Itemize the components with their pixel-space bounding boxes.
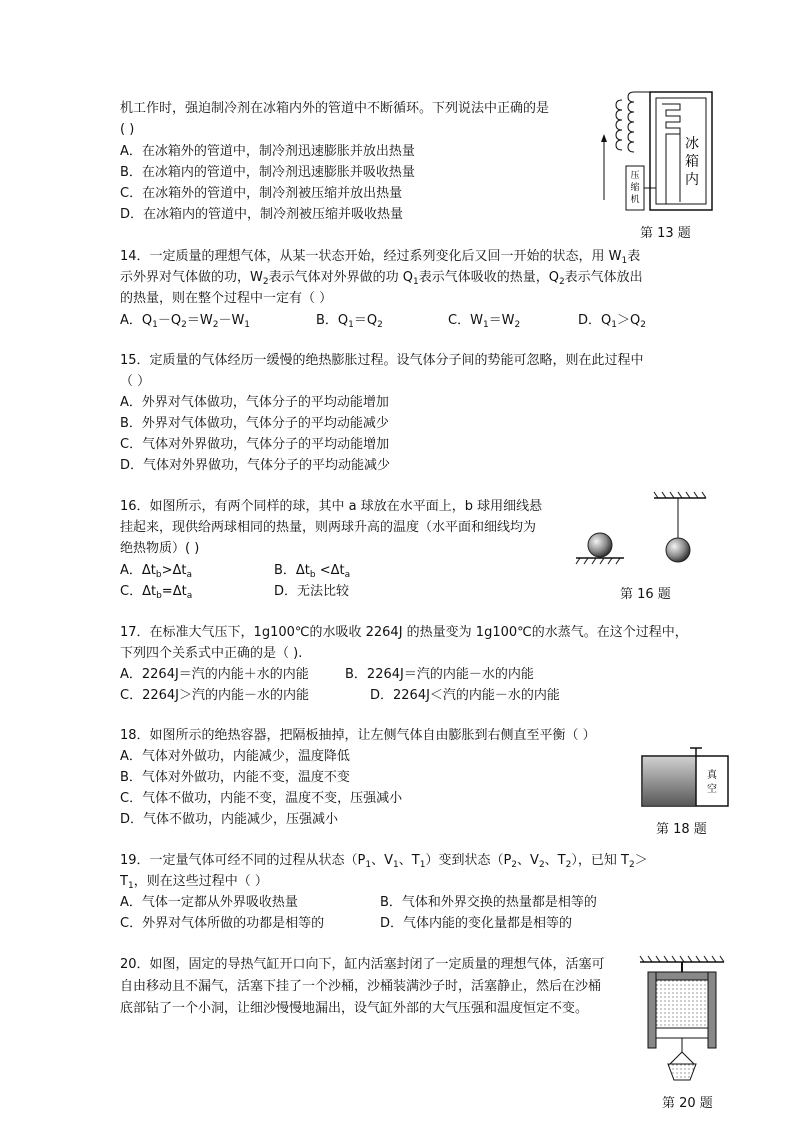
q16-sub: a <box>186 591 193 601</box>
q14-sub: 1 <box>348 320 354 330</box>
q14-stem-line1-text: 14．一定质量的理想气体，从某一状态开始，经过系列变化后又回一开始的状态，用 W <box>120 249 622 264</box>
q19-stem-part: ）变到状态（P <box>425 853 512 868</box>
q14-stem-line1 <box>120 248 640 270</box>
q13-fridge-figure <box>596 90 716 214</box>
q16-stem-line1: 16．如图所示，有两个同样的球，其中 a 球放在水平面上，b 球用细线悬 <box>120 499 543 514</box>
q14-option-c-part: ＝W <box>488 313 515 328</box>
q14-stem-line2-mid: 表示气体对外界做的功 Q <box>268 270 413 285</box>
q13-caption: 第 13 题 <box>640 226 691 241</box>
q20-stem-line3: 底部钻了一个小洞，让细沙慢慢地漏出，设气缸外部的大气压强和温度恒定不变。 <box>120 1001 589 1016</box>
q16-sub: b <box>309 570 316 580</box>
q19-stem-line1: 19．一定量气体可经不同的过程从状态（$P_1$、$V_1$、$T_1$）变到状态（$P_2$、$V_2$、$T_2$），已知 $T_2>$ <box>120 853 648 870</box>
q13-compressor-char-3: 机 <box>630 195 640 205</box>
q17-option-a: A．2264J＝汽的内能＋水的内能 <box>120 667 309 682</box>
q16-option-d: D．无法比较 <box>274 584 350 599</box>
q19-stem-part: 、V <box>517 853 539 868</box>
q14-sub: 1 <box>152 320 158 330</box>
q13-inside-char-1: 冰 <box>685 136 699 152</box>
q13-option-d: D．在冰箱内的管道中，制冷剂被压缩并吸收热量 <box>120 207 404 222</box>
q15-option-a: A．外界对气体做功，气体分子的平均动能增加 <box>120 395 389 410</box>
q19-stem-part: ＞ <box>634 853 648 868</box>
q16-balls-figure <box>574 490 714 570</box>
q16-ball-a <box>588 533 612 557</box>
q19-stem-part: 、V <box>371 853 394 868</box>
q16-stem-line3: 绝热物质）( ) <box>120 541 200 556</box>
q15-option-b: B．外界对气体做功，气体分子的平均动能减少 <box>120 416 389 431</box>
q14-stem-line2-end: 表示气体放出 <box>564 270 643 285</box>
q14-option-a-part: －Q <box>157 313 182 328</box>
q17-stem-line1: 17．在标准大气压下，1g100℃的水吸收 2264J 的热量变为 1g100℃的水蒸气。在这个过程中， <box>120 625 688 640</box>
q16-option-c-part: C．Δt <box>120 584 157 599</box>
q18-container-figure <box>640 744 730 808</box>
q14-option-c <box>448 312 520 334</box>
q18-vacuum-char-1: 真 <box>707 770 717 781</box>
q16-stem-line2: 挂起来，现供给两球相同的热量，则两球升高的温度（水平面和细线均为 <box>120 520 537 535</box>
q15-option-c: C．气体对外界做功，气体分子的平均动能增加 <box>120 437 390 452</box>
q13-option-a: A．在冰箱外的管道中，制冷剂迅速膨胀并放出热量 <box>120 144 415 159</box>
q14-option-b <box>316 312 383 334</box>
q13-compressor-char-1: 压 <box>630 171 640 181</box>
q14-option-a-part: ＝W <box>186 313 213 328</box>
q19-stem-part: 、T <box>544 853 566 868</box>
q14-stem-line2-mid2: 表示气体吸收的热量，Q <box>418 270 559 285</box>
q16-option-c <box>120 583 192 605</box>
q17-stem-line2: 下列四个关系式中正确的是（ ). <box>120 646 303 661</box>
q14-option-c-part: C．W <box>448 313 483 328</box>
q14-stem-line2-text: 示外界对气体做的功，W <box>120 270 263 285</box>
q17-option-d: D．2264J＜汽的内能－水的内能 <box>370 688 560 703</box>
q13-answer-blank: ( ) <box>120 122 135 137</box>
q16-option-b <box>274 562 350 584</box>
q14-sub: 1 <box>482 320 489 330</box>
q14-sub: 2 <box>514 320 521 330</box>
q14-sub: 2 <box>640 320 646 330</box>
q14-option-d-part: ＞Q <box>616 313 641 328</box>
q14-option-b-part: ＝Q <box>353 313 378 328</box>
q20-stem-line1: 20．如图，固定的导热气缸开口向下，缸内活塞封闭了一定质量的理想气体，活塞可 <box>120 957 605 972</box>
q14-sub: 2 <box>212 320 219 330</box>
q14-sub: 1 <box>244 320 251 330</box>
q14-option-d <box>578 312 646 334</box>
q14-sub: 1 <box>621 256 628 266</box>
q18-option-d: D．气体不做功，内能减少，压强减小 <box>120 812 339 827</box>
q16-option-b-part: B．Δt <box>274 563 310 578</box>
q18-vacuum-char-2: 空 <box>707 784 717 795</box>
q14-sub: 2 <box>181 320 187 330</box>
q13-option-c: C．在冰箱外的管道中，制冷剂被压缩并放出热量 <box>120 186 403 201</box>
q18-caption: 第 18 题 <box>656 822 707 837</box>
q19-stem-part: 、T <box>398 853 420 868</box>
q16-sub: b <box>156 591 162 601</box>
q20-sand-bucket <box>668 1064 696 1080</box>
q16-option-a-part: >Δt <box>161 563 187 578</box>
q13-stem-line1: 机工作时，强迫制冷剂在冰箱内外的管道中不断循环。下列说法中正确的是 <box>120 101 550 116</box>
q13-option-b: B．在冰箱内的管道中，制冷剂迅速膨胀并吸收热量 <box>120 165 415 180</box>
q19-option-c: C．外界对气体所做的功都是相等的 <box>120 916 325 931</box>
q20-piston <box>656 1028 708 1038</box>
q19-option-d: D．气体内能的变化量都是相等的 <box>380 916 573 931</box>
q14-option-b-part: B．Q <box>316 313 349 328</box>
q20-cylinder-figure <box>636 952 736 1086</box>
q19-stem-part: ，则在这些过程中（ ） <box>133 874 268 889</box>
q16-option-a <box>120 562 192 584</box>
q18-option-b: B．气体对外做功，内能不变，温度不变 <box>120 770 350 785</box>
q13-inside-char-3: 内 <box>685 172 699 188</box>
q14-sub: 2 <box>377 320 383 330</box>
q19-option-b: B．气体和外界交换的热量都是相等的 <box>380 895 597 910</box>
q19-option-a: A．气体一定都从外界吸收热量 <box>120 895 298 910</box>
q19-stem-part: T <box>120 874 128 889</box>
q14-sub: 1 <box>412 277 419 287</box>
q16-sub: a <box>344 570 351 580</box>
q19-stem-part: 19．一定量气体可经不同的过程从状态（P <box>120 853 366 868</box>
q16-option-b-part: <Δt <box>315 563 345 578</box>
q14-sub: 2 <box>262 277 269 287</box>
q14-sub: 1 <box>611 320 617 330</box>
q16-ball-b <box>666 538 690 562</box>
q16-option-c-part: =Δt <box>161 584 187 599</box>
q16-option-a-part: A．Δt <box>120 563 156 578</box>
q14-sub: 2 <box>558 277 565 287</box>
q15-answer-blank: （ ） <box>120 374 151 389</box>
q16-sub: a <box>186 570 193 580</box>
q13-inside-char-2: 箱 <box>685 154 699 170</box>
q15-stem: 15．定质量的气体经历一缓慢的绝热膨胀过程。设气体分子间的势能可忽略，则在此过程中 <box>120 353 644 368</box>
q14-option-d-part: D．Q <box>578 313 612 328</box>
q17-option-b: B．2264J＝汽的内能－水的内能 <box>345 667 534 682</box>
q14-option-a-part: A．Q <box>120 313 153 328</box>
q20-stem-line2: 自由移动且不漏气，活塞下挂了一个沙桶，沙桶装满沙子时，活塞静止，然后在沙桶 <box>120 979 602 994</box>
q13-compressor-char-2: 缩 <box>630 183 640 193</box>
q14-option-a <box>120 312 250 334</box>
q19-stem-line2: $T_1$，则在这些过程中（ ） <box>120 874 268 891</box>
q19-stem-part: ），已知 T <box>571 853 629 868</box>
q14-option-a-part: －W <box>218 313 245 328</box>
q18-option-c: C．气体不做功，内能不变，温度不变，压强减小 <box>120 791 403 806</box>
q14-stem-line1-tail: 表 <box>627 249 641 264</box>
q16-sub: b <box>155 570 162 580</box>
q16-caption: 第 16 题 <box>620 587 671 602</box>
q18-stem: 18．如图所示的绝热容器，把隔板抽掉，让左侧气体自由膨胀到右侧直至平衡（ ） <box>120 728 596 743</box>
q14-stem-line3: 的热量，则在整个过程中一定有（ ） <box>120 291 333 306</box>
q15-option-d: D．气体对外界做功，气体分子的平均动能减少 <box>120 458 391 473</box>
q20-caption: 第 20 题 <box>662 1096 713 1111</box>
q17-option-c: C．2264J＞汽的内能－水的内能 <box>120 688 309 703</box>
q14-stem-line2 <box>120 269 643 291</box>
q18-option-a: A．气体对外做功，内能减少，温度降低 <box>120 749 350 764</box>
